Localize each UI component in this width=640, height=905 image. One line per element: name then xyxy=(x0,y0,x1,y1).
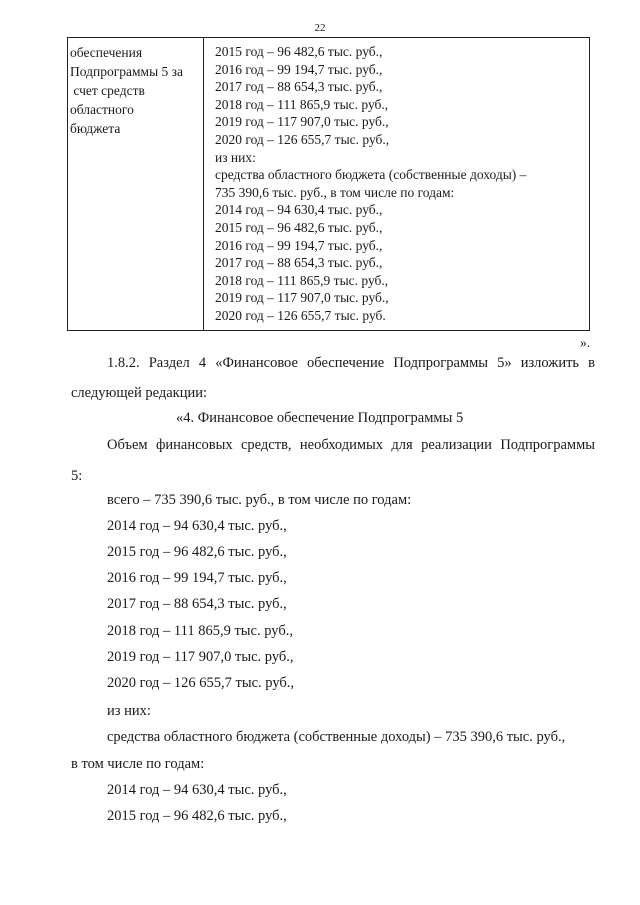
right-cell-line: 2017 год – 88 654,3 тыс. руб., xyxy=(215,255,383,271)
regional-year-line: 2015 год – 96 482,6 тыс. руб., xyxy=(107,808,287,824)
section-instruction-line1: 1.8.2. Раздел 4 «Финансовое обеспечение Подпрограммы 5» изложить в xyxy=(107,355,595,371)
table-column-divider xyxy=(203,38,204,330)
section-heading: «4. Финансовое обеспечение Подпрограммы 5 xyxy=(176,410,464,426)
left-cell-line: Подпрограммы 5 за xyxy=(70,64,183,79)
year-line: 2020 год – 126 655,7 тыс. руб., xyxy=(107,675,295,691)
right-cell-line: средства областного бюджета (собственные доходы) – xyxy=(215,167,527,183)
year-line: 2017 год – 88 654,3 тыс. руб., xyxy=(107,596,287,612)
right-cell-line: из них: xyxy=(215,149,256,165)
financing-table xyxy=(67,37,590,331)
right-cell-line: 2019 год – 117 907,0 тыс. руб., xyxy=(215,290,389,306)
right-cell-line: 2016 год – 99 194,7 тыс. руб., xyxy=(215,61,383,77)
table-right-cell xyxy=(215,43,585,325)
closing-quote: ». xyxy=(580,335,591,350)
total-line: всего – 735 390,6 тыс. руб., в том числе по годам: xyxy=(107,492,412,508)
regional-line2: в том числе по годам: xyxy=(71,756,205,772)
page-number: 22 xyxy=(314,22,326,34)
year-line: 2016 год – 99 194,7 тыс. руб., xyxy=(107,570,287,586)
year-line: 2018 год – 111 865,9 тыс. руб., xyxy=(107,623,293,639)
regional-line1: средства областного бюджета (собственные доходы) – 735 390,6 тыс. руб., xyxy=(107,729,566,745)
right-cell-line: 735 390,6 тыс. руб., в том числе по годам: xyxy=(215,184,455,200)
volume-line1: Объем финансовых средств, необходимых для реализации Подпрограммы xyxy=(107,437,595,453)
left-cell-line: обеспечения xyxy=(70,45,143,60)
right-cell-line: 2018 год – 111 865,9 тыс. руб., xyxy=(215,96,389,112)
right-cell-line: 2017 год – 88 654,3 тыс. руб., xyxy=(215,79,383,95)
right-cell-line: 2019 год – 117 907,0 тыс. руб., xyxy=(215,114,389,130)
left-cell-line: бюджета xyxy=(70,121,121,136)
right-cell-line: 2020 год – 126 655,7 тыс. руб. xyxy=(215,307,386,323)
right-cell-line: 2016 год – 99 194,7 тыс. руб., xyxy=(215,237,383,253)
volume-line2: 5: xyxy=(71,468,83,484)
right-cell-line: 2018 год – 111 865,9 тыс. руб., xyxy=(215,272,389,288)
section-instruction-line2: следующей редакции: xyxy=(71,385,208,401)
table-left-cell xyxy=(70,43,200,138)
right-cell-line: 2015 год – 96 482,6 тыс. руб., xyxy=(215,219,383,235)
year-line: 2019 год – 117 907,0 тыс. руб., xyxy=(107,649,294,665)
right-cell-line: 2020 год – 126 655,7 тыс. руб., xyxy=(215,131,390,147)
left-cell-line: областного xyxy=(70,102,134,117)
year-line: 2015 год – 96 482,6 тыс. руб., xyxy=(107,544,287,560)
left-cell-line: счет средств xyxy=(70,83,145,98)
right-cell-line: 2015 год – 96 482,6 тыс. руб., xyxy=(215,44,383,59)
of-which-line: из них: xyxy=(107,703,151,719)
year-line: 2014 год – 94 630,4 тыс. руб., xyxy=(107,518,287,534)
right-cell-line: 2014 год – 94 630,4 тыс. руб., xyxy=(215,202,383,218)
regional-year-line: 2014 год – 94 630,4 тыс. руб., xyxy=(107,782,287,798)
